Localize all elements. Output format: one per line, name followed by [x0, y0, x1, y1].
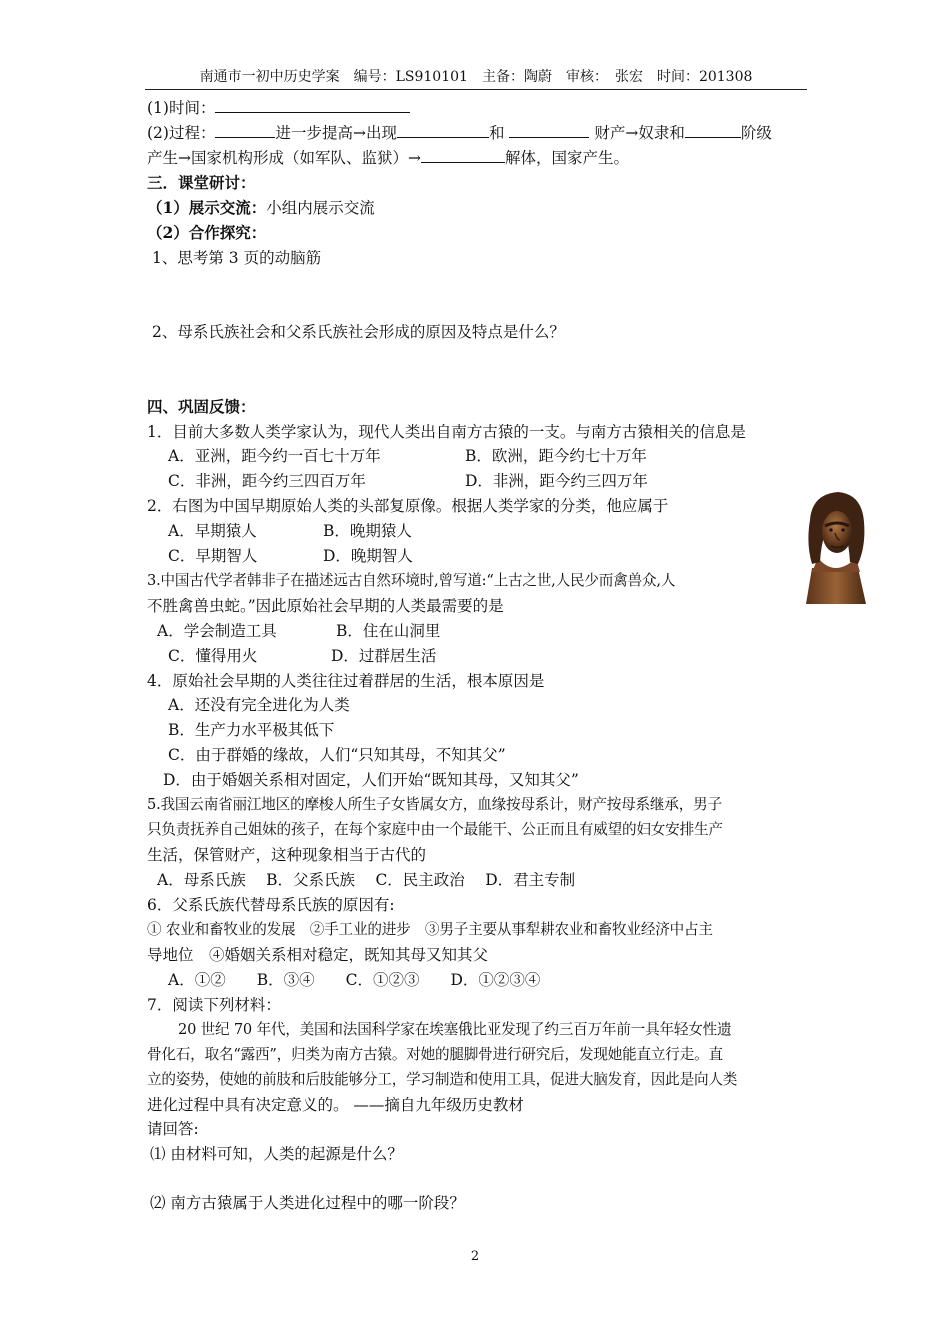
section-3-title: 三．课堂研讨：: [147, 173, 256, 192]
q5-stem-line-1: 5.我国云南省丽江地区的摩梭人所生子女皆属女方，血缘按母系计，财产按母系继承，男子: [147, 796, 722, 813]
process-line: [147, 122, 772, 143]
q2-option-b: B．晚期猿人: [323, 522, 412, 540]
q7-sub-question-1: ⑴ 由材料可知，人类的起源是什么？: [150, 1145, 403, 1163]
q3-option-d: D．过群居生活: [331, 647, 437, 665]
q7-material-line-4: 进化过程中具有决定意义的。 ——摘自九年级历史教材: [147, 1096, 524, 1114]
q7-material-line-3: 立的姿势，使她的前肢和后肢能够分工，学习制造和使用工具，促进大脑发育，因此是向人类: [147, 1071, 738, 1088]
show-label: （1）展示交流：: [147, 198, 267, 217]
q3-option-b: B．住在山洞里: [336, 622, 441, 640]
q1-stem: 1．目前大多数人类学家认为，现代人类出自南方古猿的一支。与南方古猿相关的信息是: [147, 423, 746, 441]
q6-reasons-line-2: 导地位 ④婚姻关系相对稳定，既知其母又知其父: [147, 946, 489, 964]
process-text-b: 和: [488, 124, 505, 142]
process-text-a: 进一步提高→出现: [275, 124, 397, 142]
q7-sub-question-2: ⑵ 南方古猿属于人类进化过程中的哪一阶段？: [150, 1194, 465, 1212]
blank-2[interactable]: [397, 122, 489, 138]
q4-stem: 4．原始社会早期的人类往往过着群居的生活，根本原因是: [147, 672, 545, 690]
q6-options: A．①② B．③④ C．①②③ D．①②③④: [168, 971, 541, 989]
q4-option-c: C．由于群婚的缘故，人们“只知其母，不知其父”: [168, 746, 506, 764]
q3-option-a: A．学会制造工具: [157, 622, 277, 640]
q7-stem: 7．阅读下列材料：: [147, 996, 281, 1014]
q4-option-d: D．由于婚姻关系相对固定，人们开始“既知其母，又知其父”: [163, 771, 579, 789]
time-label: (1)时间：: [147, 99, 216, 117]
process-text-e: 产生→国家机构形成（如军队、监狱）→: [147, 149, 421, 167]
section-4-title: 四、巩固反馈：: [147, 397, 256, 416]
early-human-bust-image: [800, 488, 870, 606]
time-blank[interactable]: [215, 97, 410, 113]
show-text: 小组内展示交流: [266, 199, 375, 217]
q4-option-a: A．还没有完全进化为人类: [168, 696, 350, 714]
process-text-d: 阶级: [740, 124, 772, 142]
q2-option-d: D．晚期智人: [323, 547, 413, 565]
q1-option-b: B．欧洲，距今约七十万年: [465, 447, 647, 465]
blank-3[interactable]: [509, 122, 589, 138]
q1-option-a: A．亚洲，距今约一百七十万年: [168, 447, 381, 465]
page-number: 2: [470, 1249, 480, 1264]
page-header: 南通市一初中历史学案 编号：LS910101 主备：陶蔚 审核： 张宏 时间：201308: [145, 66, 807, 90]
process-label: (2)过程：: [147, 124, 216, 142]
q1-option-c: C．非洲，距今约三四百万年: [168, 472, 366, 490]
blank-4[interactable]: [685, 122, 741, 138]
blank-5[interactable]: [421, 147, 505, 163]
q5-options: A．母系氏族 B．父系氏族 C．民主政治 D．君主专制: [157, 871, 576, 889]
q5-stem-line-2: 只负责抚养自己姐妹的孩子，在每个家庭中由一个最能干、公正而且有威望的妇女安排生产: [147, 821, 723, 838]
q5-stem-line-3: 生活，保管财产，这种现象相当于古代的: [147, 846, 427, 864]
q4-option-b: B．生产力水平极其低下: [168, 721, 335, 739]
answer-label: 请回答:: [147, 1120, 199, 1138]
q7-material-line-2: 骨化石，取名“露西”，归类为南方古猿。对她的腿脚骨进行研究后，发现她能直立行走。直: [147, 1046, 723, 1063]
process-line-2: [147, 147, 629, 168]
time-line: [147, 97, 410, 118]
process-text-c: 财产→奴隶和: [594, 124, 685, 142]
q3-option-c: C．懂得用火: [168, 647, 258, 665]
q1-option-d: D．非洲，距今约三四万年: [465, 472, 648, 490]
q2-option-c: C．早期智人: [168, 547, 258, 565]
process-text-f: 解体，国家产生。: [504, 149, 629, 167]
q7-material-line-1: 20 世纪 70 年代，美国和法国科学家在埃塞俄比亚发现了约三百万年前一具年轻女性遗: [178, 1021, 732, 1038]
q6-reasons-line-1: ① 农业和畜牧业的发展 ②手工业的进步 ③男子主要从事犁耕农业和畜牧业经济中占主: [147, 921, 713, 938]
sec3-q1: 1、思考第 3 页的动脑筋: [152, 249, 322, 267]
q2-option-a: A．早期猿人: [168, 522, 257, 540]
coop-label: （2）合作探究：: [147, 223, 267, 242]
q3-stem-line-2: 不胜禽兽虫蛇。”因此原始社会早期的人类最需要的是: [147, 597, 504, 615]
sec3-q2: 2、母系氏族社会和父系氏族社会形成的原因及特点是什么？: [152, 323, 565, 341]
blank-1[interactable]: [215, 122, 275, 138]
q3-stem-line-1: 3.中国古代学者韩非子在描述远古自然环境时,曾写道:“上古之世,人民少而禽兽众,人: [147, 572, 676, 589]
q6-stem: 6．父系氏族代替母系氏族的原因有:: [147, 896, 395, 914]
q2-stem: 2．右图为中国早期原始人类的头部复原像。根据人类学家的分类，他应属于: [147, 497, 669, 515]
show-line: [147, 198, 375, 218]
